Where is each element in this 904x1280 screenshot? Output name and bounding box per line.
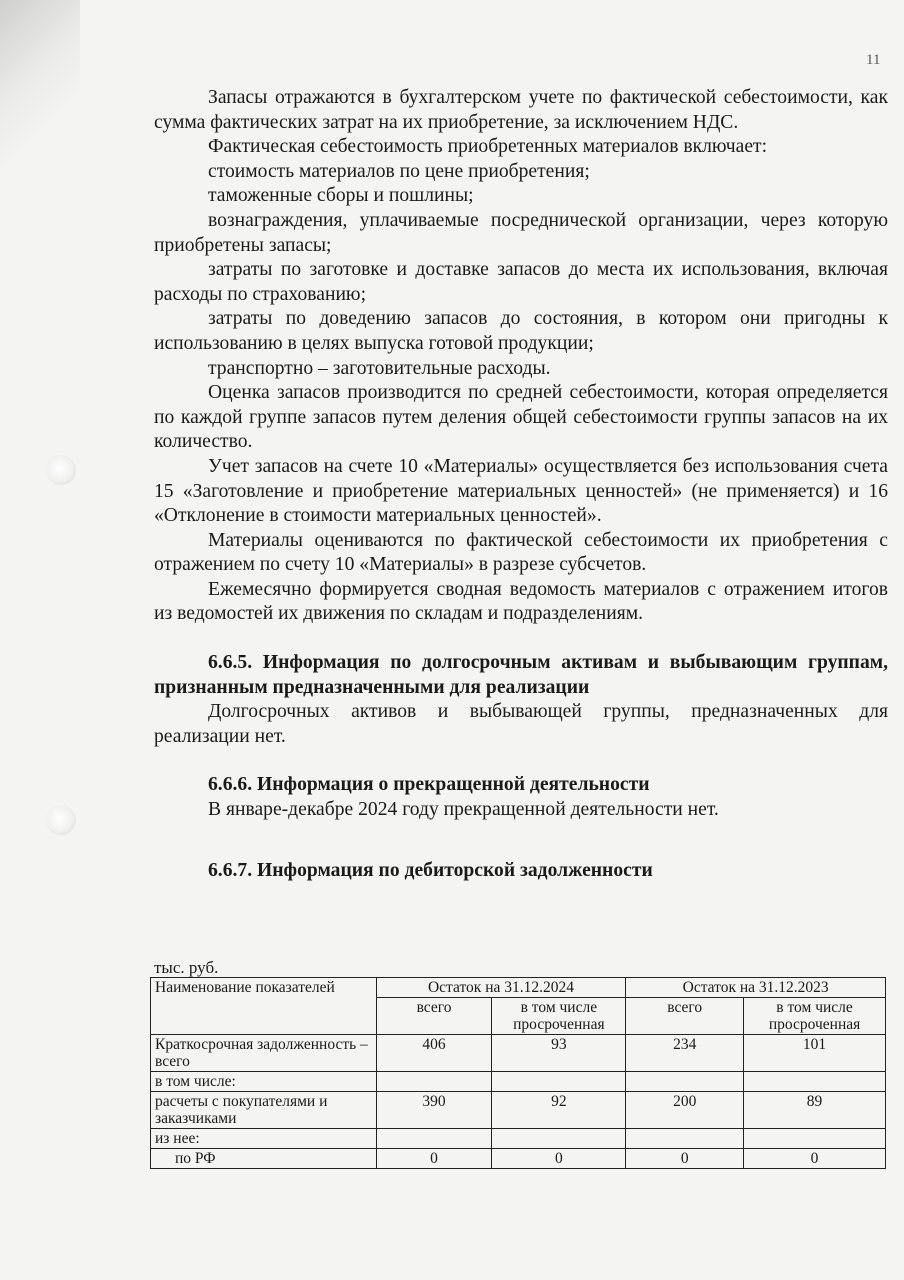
cell-value	[376, 1072, 492, 1092]
paragraph: Материалы оцениваются по фактической себестоимости их приобретения с отражением по счету 10 «Материалы» в разрезе субсчетов.	[154, 529, 888, 576]
cell-value: 92	[492, 1092, 626, 1129]
subheader-total: всего	[626, 998, 744, 1035]
cell-value: 390	[376, 1092, 492, 1129]
paragraph: стоимость материалов по цене приобретения;	[208, 160, 590, 182]
paragraph: Ежемесячно формируется сводная ведомость материалов с отражением итогов из ведомостей их движения по складам и подразделениям.	[154, 578, 888, 625]
table-row	[151, 1035, 886, 1072]
paragraph: Запасы отражаются в бухгалтерском учете по фактической себестоимости, как сумма фактических затрат на их приобретение, за исключением НДС.	[154, 87, 888, 133]
paragraph: транспортно – заготовительные расходы.	[208, 357, 551, 379]
cell-value	[626, 1129, 744, 1149]
cell-value: 0	[626, 1149, 744, 1169]
section-text-665: Долгосрочных активов и выбывающей группы, предназначенных для реализации нет.	[154, 701, 888, 747]
section-heading-667: 6.6.7. Информация по дебиторской задолженности	[208, 859, 653, 881]
header-period-2023: Остаток на 31.12.2023	[626, 978, 886, 998]
cell-value	[376, 1129, 492, 1149]
paragraph: Учет запасов на счете 10 «Материалы» осуществляется без использования счета 15 «Заготовление и приобретение материальных ценностей» (не применяется) и 16 «Отклонение в стоимости материальных ценностей».	[154, 455, 888, 527]
table-row	[151, 1092, 886, 1129]
row-label: Краткосрочная задолженность – всего	[151, 1035, 377, 1072]
row-label: по РФ	[151, 1149, 377, 1169]
subheader-overdue: в том числе просроченная	[744, 998, 886, 1035]
header-period-2024: Остаток на 31.12.2024	[376, 978, 626, 998]
cell-value: 234	[626, 1035, 744, 1072]
row-label: из нее:	[151, 1129, 377, 1149]
cell-value: 200	[626, 1092, 744, 1129]
cell-value: 101	[744, 1035, 886, 1072]
body-text	[154, 86, 888, 883]
cell-value: 0	[744, 1149, 886, 1169]
subheader-overdue: в том числе просроченная	[492, 998, 626, 1035]
section-heading-665: 6.6.5. Информация по долгосрочным активам и выбывающим группам, признанным предназначенными для реализации	[154, 652, 888, 698]
cell-value	[492, 1129, 626, 1149]
header-name: Наименование показателей	[151, 978, 377, 1035]
receivables-table	[150, 977, 886, 1169]
table-row	[151, 1129, 886, 1149]
folded-corner	[0, 0, 80, 170]
table-row	[151, 1149, 886, 1169]
paragraph: таможенные сборы и пошлины;	[208, 185, 474, 207]
row-label: в том числе:	[151, 1072, 377, 1092]
cell-value: 0	[492, 1149, 626, 1169]
row-label: расчеты с покупателями и заказчиками	[151, 1092, 377, 1129]
paragraph: Оценка запасов производится по средней себестоимости, которая определяется по каждой группе запасов путем деления общей себестоимости группы запасов на их количество.	[154, 382, 888, 453]
paragraph: затраты по заготовке и доставке запасов до места их использования, включая расходы по страхованию;	[154, 259, 888, 305]
cell-value	[492, 1072, 626, 1092]
paragraph: Фактическая себестоимость приобретенных материалов включает:	[208, 136, 768, 158]
punch-hole	[46, 455, 76, 485]
cell-value: 93	[492, 1035, 626, 1072]
cell-value: 89	[744, 1092, 886, 1129]
spacer	[154, 823, 888, 859]
cell-value	[744, 1072, 886, 1092]
section-text-666: В январе-декабре 2024 году прекращенной деятельности нет.	[208, 799, 719, 821]
cell-value	[744, 1129, 886, 1149]
table-header-row	[151, 978, 886, 998]
punch-hole	[46, 805, 76, 835]
section-heading-666: 6.6.6. Информация о прекращенной деятельности	[208, 774, 650, 796]
spacer	[154, 627, 888, 651]
cell-value	[626, 1072, 744, 1092]
cell-value: 406	[376, 1035, 492, 1072]
page-number: 11	[866, 52, 881, 68]
paragraph: затраты по доведению запасов до состояния, в котором они пригодны к использованию в целях выпуска готовой продукции;	[154, 308, 888, 354]
paragraph: вознаграждения, уплачиваемые посреднической организации, через которую приобретены запасы;	[154, 209, 888, 256]
table-row	[151, 1072, 886, 1092]
cell-value: 0	[376, 1149, 492, 1169]
table-unit: тыс. руб.	[154, 958, 219, 977]
spacer	[154, 749, 888, 773]
subheader-total: всего	[376, 998, 492, 1035]
